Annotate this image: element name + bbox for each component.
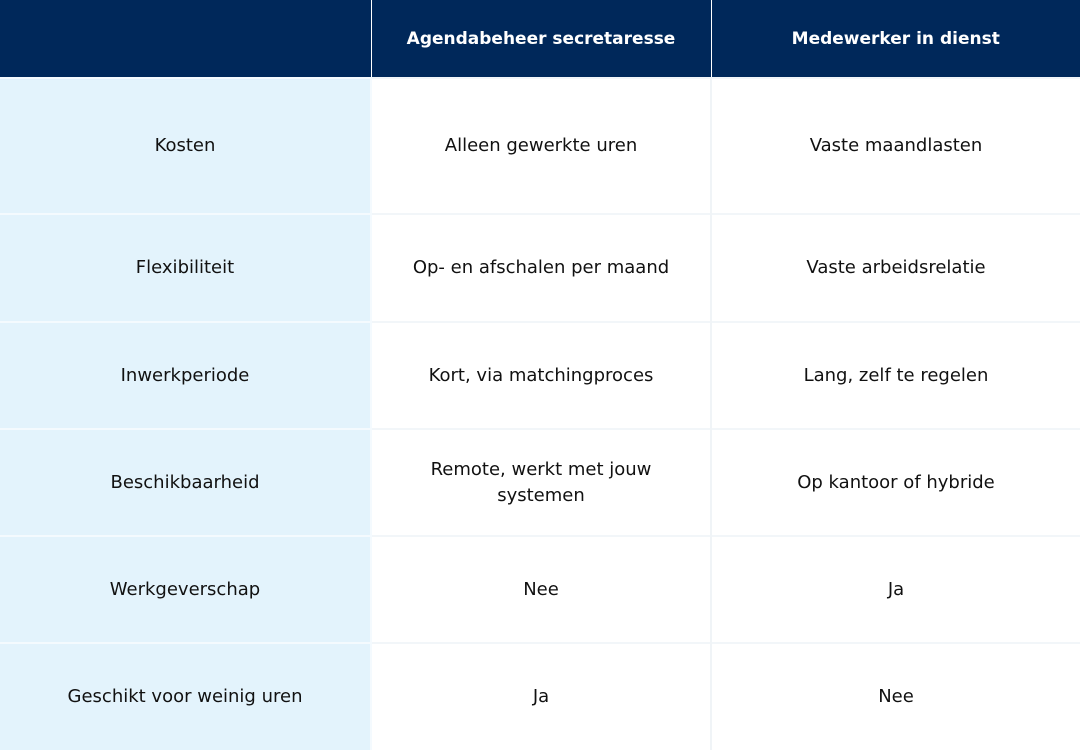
header-empty-cell <box>0 0 371 78</box>
row-label: Flexibiliteit <box>0 214 371 322</box>
table-cell: Alleen gewerkte uren <box>371 78 711 214</box>
row-label: Beschikbaarheid <box>0 429 371 536</box>
table-cell: Op- en afschalen per maand <box>371 214 711 322</box>
table-cell: Ja <box>371 643 711 750</box>
row-label: Geschikt voor weinig uren <box>0 643 371 750</box>
table-cell: Ja <box>711 536 1080 643</box>
header-medewerker-in-dienst: Medewerker in dienst <box>711 0 1080 78</box>
header-agendabeheer-secretaresse: Agendabeheer secretaresse <box>371 0 711 78</box>
row-label: Inwerkperiode <box>0 322 371 429</box>
table-cell: Lang, zelf te regelen <box>711 322 1080 429</box>
table-cell: Vaste arbeidsrelatie <box>711 214 1080 322</box>
table-cell: Vaste maandlasten <box>711 78 1080 214</box>
table-row <box>0 643 1080 750</box>
table-cell: Nee <box>371 536 711 643</box>
table-row <box>0 78 1080 214</box>
table-row <box>0 322 1080 429</box>
row-label: Kosten <box>0 78 371 214</box>
header-row <box>0 0 1080 78</box>
table-row <box>0 536 1080 643</box>
table-row <box>0 429 1080 536</box>
row-label: Werkgeverschap <box>0 536 371 643</box>
table-cell: Nee <box>711 643 1080 750</box>
table-cell: Remote, werkt met jouw systemen <box>371 429 711 536</box>
table-cell: Op kantoor of hybride <box>711 429 1080 536</box>
table-row <box>0 214 1080 322</box>
table-cell: Kort, via matchingproces <box>371 322 711 429</box>
